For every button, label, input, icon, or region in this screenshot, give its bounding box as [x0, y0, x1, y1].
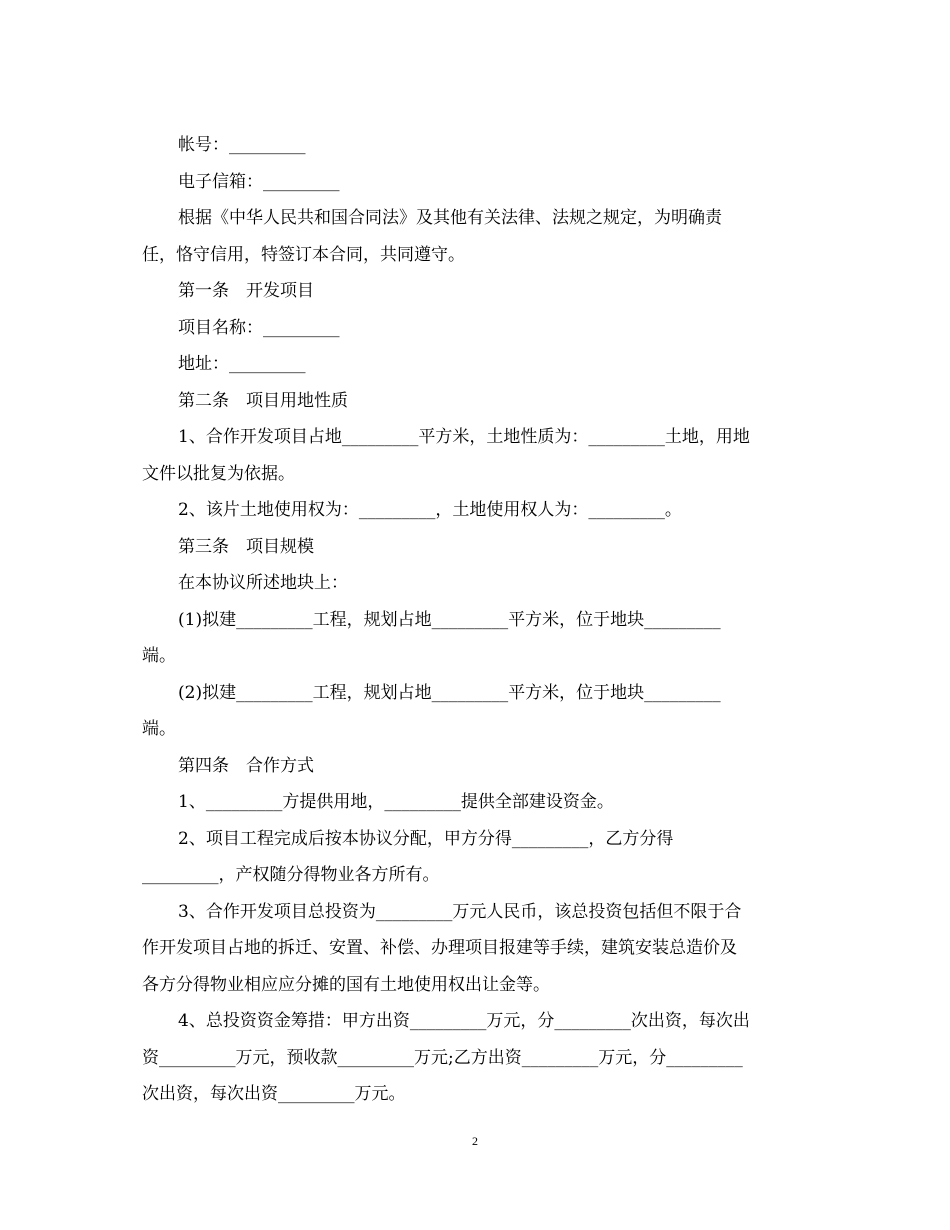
- email-line: 电子信箱：_________: [178, 171, 340, 192]
- article-2-heading: 第二条 项目用地性质: [178, 390, 348, 411]
- article-3-item-2-line-2: 端。: [142, 719, 176, 739]
- page-number: 2: [472, 1134, 478, 1148]
- article-4-clause-2-line-2: _________，产权随分得物业各方所有。: [142, 865, 440, 885]
- article-3-intro: 在本协议所述地块上：: [178, 573, 348, 593]
- article-3-item-1-line-1: (1)拟建_________工程，规划占地_________平方米，位于地块_________: [178, 609, 721, 630]
- article-1-heading: 第一条 开发项目: [178, 281, 314, 301]
- article-3-item-1-line-2: 端。: [142, 646, 176, 666]
- article-3-item-2-line-1: (2)拟建_________工程，规划占地_________平方米，位于地块_________: [178, 682, 721, 703]
- article-4-clause-3-line-2: 作开发项目占地的拆迁、安置、补偿、办理项目报建等手续，建筑安装总造价及: [142, 938, 737, 958]
- project-name-line: 项目名称：_________: [178, 317, 340, 338]
- document-body: [142, 127, 806, 1113]
- article-4-clause-3-line-3: 各方分得物业相应应分摊的国有土地使用权出让金等。: [142, 974, 550, 995]
- article-4-clause-1: 1、_________方提供用地，_________提供全部建设资金。: [178, 792, 614, 812]
- article-4-clause-4-line-2: 资_________万元，预收款_________万元;乙方出资_________万元，分_________: [142, 1047, 743, 1068]
- account-line: 帐号：_________: [178, 135, 306, 155]
- article-4-clause-4-line-3: 次出资，每次出资_________万元。: [142, 1084, 406, 1104]
- article-4-clause-2-line-1: 2、项目工程完成后按本协议分配，甲方分得_________，乙方分得: [178, 828, 674, 849]
- preamble-line-1: 根据《中华人民共和国合同法》及其他有关法律、法规之规定，为明确责: [178, 208, 722, 228]
- address-line: 地址：_________: [178, 354, 306, 374]
- preamble-line-2: 任，恪守信用，特签订本合同，共同遵守。: [142, 244, 465, 265]
- article-3-heading: 第三条 项目规模: [178, 536, 314, 557]
- article-4-clause-3-line-1: 3、合作开发项目总投资为_________万元人民币，该总投资包括但不限于合: [178, 901, 742, 922]
- article-4-heading: 第四条 合作方式: [178, 755, 314, 776]
- article-2-clause-1-line-1: 1、合作开发项目占地_________平方米，土地性质为：_________土地，用地: [178, 427, 750, 447]
- article-2-clause-2: 2、该片土地使用权为：_________，土地使用权人为：_________。: [178, 500, 682, 520]
- article-4-clause-4-line-1: 4、总投资资金筹措：甲方出资_________万元，分_________次出资，每次出: [178, 1011, 750, 1031]
- article-2-clause-1-line-2: 文件以批复为依据。: [142, 463, 295, 484]
